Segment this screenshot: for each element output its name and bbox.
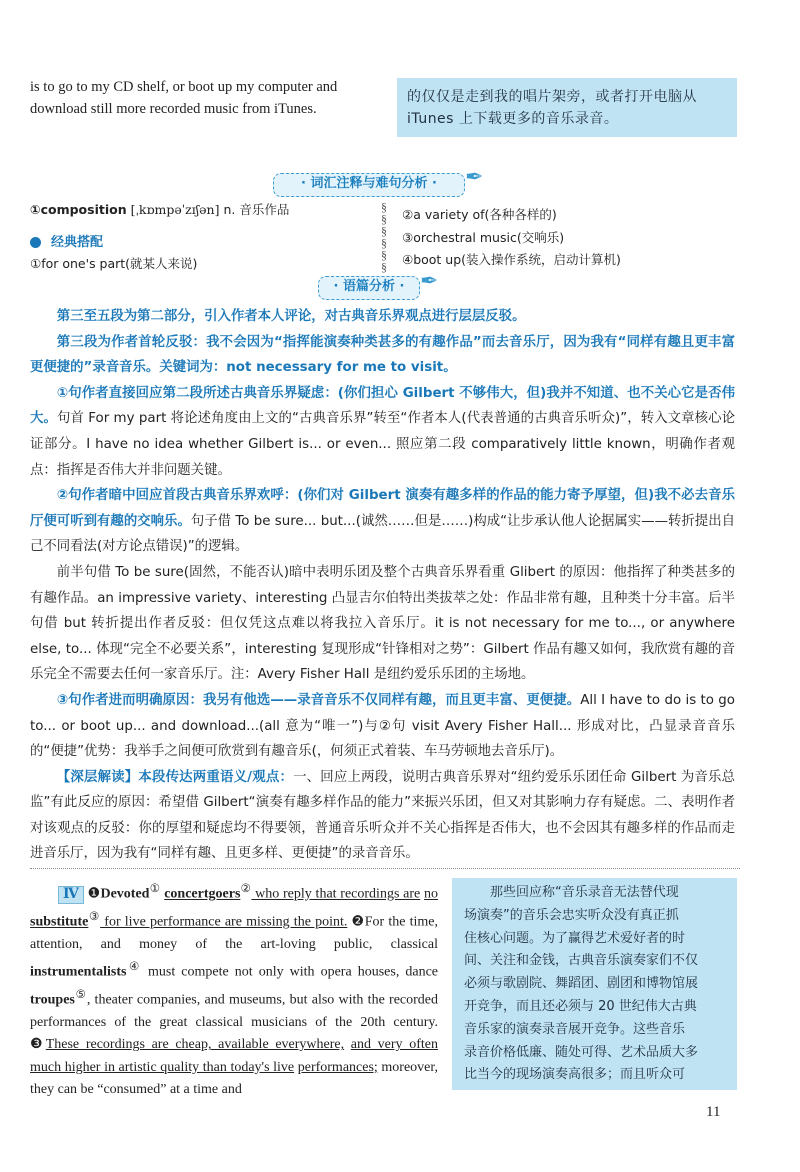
- vocab-section-header: · 词汇注释与难句分析 ·: [273, 173, 465, 197]
- cn-line-4: 间、关注和金钱，古典音乐演奏家们不仅: [464, 953, 699, 969]
- analysis-paragraph-5: 前半句借 To be sure(固然，不能否认)暗中表明乐团及整个古典音乐界看重 Glibert 的原因：他指挥了种类甚多的有趣作品。an impressive variety、interesting 凸显吉尔伯特出类拔萃之处：作品非常有趣，且种类十分丰富。后半句借 but 转折提出作者反驳：但仅凭这点难以将我拉入音乐厅。it is not necessary for me to..., or anywhere else, to... 体现“完全不必要关系”，interesting 复现形成“针锋相对之势”：Gilbert 作品有趣又如何，我欣赏有趣的音乐完全不需要去任何一家音乐厅。注：Avery Fisher Hall 是纽约爱乐乐团的主场地。: [30, 564, 735, 683]
- sentence-2-part-a: For the time, attention, and money of the art-loving public, classical: [30, 914, 439, 952]
- quill-icon: ✒: [420, 268, 439, 293]
- sentence-1-marker: ❶: [87, 886, 101, 902]
- sentence-2-part-b: must compete not only with opera houses, dance: [142, 964, 438, 980]
- paragraph-4-text: 句子借 To be sure... but...(诚然……但是……)构成“让步承认他人论据属实——转折提出自己不同看法(对方论点错误)”的逻辑。: [30, 513, 736, 555]
- top-chinese-translation: [397, 78, 737, 137]
- sentence-2-marker: ❷: [351, 914, 365, 930]
- analysis-paragraph-2: 第三段为作者首轮反驳：我不会因为“指挥能演奏种类甚多的有趣作品”而去音乐厅，因为我有“同样有趣且更丰富更便捷的”录音音乐。关键词为：not necessary for me to visit。: [30, 334, 735, 376]
- vocab-item-3: ③orchestral music(交响乐): [402, 229, 565, 245]
- cn-line-9: 比当今的现场演奏高很多；而且听众可: [464, 1067, 686, 1083]
- cn-line-2: 场演奏”的音乐会忠实听众没有真正抓: [464, 907, 679, 923]
- analysis-section-header: · 语篇分析 ·: [318, 276, 420, 300]
- cn-line-7: 音乐家的演奏录音展开竞争。这些音乐: [464, 1021, 686, 1037]
- collocation-item-1: ①for one's part(就某人来说): [30, 256, 198, 271]
- analysis-paragraph-3: [30, 381, 735, 483]
- word-concertgoers: concertgoers: [164, 886, 241, 902]
- collocation-title: 经典搭配: [51, 235, 104, 250]
- analysis-paragraph-1: 第三至五段为第二部分，引入作者本人评论，对古典音乐界观点进行层层反驳。: [56, 309, 526, 324]
- paragraph-3-text: 句首 For my part 将论述角度由上文的“古典音乐界”转至“作者本人(代表普通的古典音乐听众)”，转入文章核心论证部分。I have no idea whether Gilbert is... or even... 照应第二段 comparatively little known，明确作者观点：指挥是否伟大并非问题关键。: [30, 411, 736, 478]
- cn-line-3: 住核心问题。为了赢得艺术爱好者的时: [464, 930, 686, 946]
- top-cn-line-2: iTunes 上下载更多的音乐录音。: [407, 111, 619, 127]
- paragraph-7-text: 一、回应上两段，说明古典音乐界对“纽约爱乐乐团任命 Gilbert 为音乐总监”有此反应的原因：希望借 Gilbert“演奏有趣多样作品的能力”来振兴乐团，但又对其影响力存有疑虑。二、表明作者对该观点的反驳：你的厚望和疑虑均不得要领，普通音乐听众并不关心指挥是否伟大，也不会因其有趣多样的作品而走进音乐厅，因为我有“同样有趣、且更多样、更便捷”的录音音乐。: [30, 769, 736, 862]
- cn-line-1: 那些回应称“音乐录音无法替代现: [490, 885, 679, 900]
- word-substitute: substitute: [30, 914, 89, 930]
- vocab-phonetic: [ˌkɒmpəˈzɪʃən]: [130, 202, 220, 217]
- paragraph-6-highlight: ③句作者进而明确原因：我另有他选——录音音乐不仅同样有趣，而且更丰富、更便捷。: [56, 692, 581, 708]
- section-4-english: Ⅳ ❶Devoted① concertgoers② who reply that recordings are no substitute③ for live performance are missing the point. ❷For the time, attention, and money of the art-loving public, classical instrumentalists④ must compete not only with opera houses, dance troupes⑤, theater companies, and museums, but also with the recorded performances of the great classical musicians of the 20th century. ❸These recordings are cheap, available everywhere, and very often much higher in artistic quality than today's live performances; moreover, they can be “consumed” at a time and: [30, 882, 439, 1097]
- word-instrumentalists: instrumentalists: [30, 964, 127, 980]
- sentence-1-part-a: who reply that recordings are: [251, 886, 421, 902]
- sentence-3-part-a: These recordings are cheap, available everywhere,: [45, 1037, 345, 1053]
- cn-line-8: 录音价格低廉、随处可得、艺术品质大多: [464, 1044, 699, 1060]
- word-troupes: troupes: [30, 992, 75, 1008]
- deep-reading-label: 【深层解读】本段传达两重语义/观点：: [56, 769, 294, 785]
- top-english-text: [30, 76, 390, 120]
- sentence-1-part-b: no: [424, 886, 439, 902]
- sentence-3-part-c: performances;: [297, 1059, 378, 1075]
- top-cn-line-1: 的仅仅是走到我的唱片架旁，或者打开电脑从: [407, 89, 697, 105]
- vocab-item-4: ④boot up(装入操作系统，启动计算机): [402, 252, 621, 267]
- vocab-item-2: ②a variety of(各种各样的): [402, 207, 557, 222]
- quill-icon: ✒: [465, 164, 484, 189]
- word-devoted: Devoted: [100, 886, 150, 902]
- section-number-badge: Ⅳ: [58, 886, 84, 904]
- analysis-paragraph-4: [30, 483, 735, 560]
- chain-divider: § § § § § §: [381, 200, 387, 274]
- sentence-1-part-c: for live performance are missing the point.: [100, 914, 348, 930]
- analysis-paragraph-7: [30, 765, 735, 867]
- paragraph-4-highlight: ②句作者暗中回应首段古典音乐界欢呼：(你们对 Gilbert 演奏有趣多样的作品的能力寄予厚望，但)我不必去音乐厅便可听到有趣的交响乐。: [30, 488, 735, 529]
- analysis-paragraph-6: [30, 688, 735, 765]
- paragraph-6-text: All I have to do is to go to... or boot up... and download...(all 意为“唯一”)与②句 visit Avery Fisher Hall... 形成对比，凸显录音音乐的“便捷”优势：我举手之间便可欣赏到有趣音乐(，何须正式着装、车马劳顿地去音乐厅)。: [30, 692, 736, 760]
- vocab-item-1: [30, 201, 370, 219]
- section-divider: [30, 868, 740, 869]
- collocation-heading: [30, 231, 103, 251]
- vocab-meaning: n. 音乐作品: [223, 202, 290, 217]
- paragraph-3-highlight: ①句作者直接回应第二段所述古典音乐界疑虑：(你们担心 Gilbert 不够伟大，但)我并不知道、也不关心它是否伟大。: [30, 385, 735, 427]
- sentence-3-part-d: moreover, they can be “consumed” at a time and: [30, 1059, 438, 1097]
- cn-line-6: 开竞争，而且还必须与 20 世纪伟大古典: [464, 998, 697, 1014]
- section-4-chinese-translation: [452, 878, 737, 1090]
- page-number: 11: [706, 1104, 721, 1120]
- sentence-3-marker: ❸: [30, 1037, 46, 1053]
- top-en-line-1: is to go to my CD shelf, or boot up my computer and: [30, 79, 338, 95]
- cn-line-5: 必须与歌剧院、舞蹈团、剧团和博物馆展: [464, 976, 699, 992]
- analysis-body: [30, 304, 735, 867]
- vocab-word: ①composition: [30, 202, 127, 217]
- sentence-3-part-b: and very often much higher in artistic quality than today's live: [30, 1037, 438, 1075]
- bullet-dot-icon: [30, 237, 41, 248]
- top-en-line-2: download still more recorded music from iTunes.: [30, 101, 317, 117]
- sentence-2-part-c: , theater companies, and museums, but also with the recorded performances of the great classical musicians of the 20th century.: [30, 992, 438, 1031]
- vocab-right-column: [402, 204, 621, 272]
